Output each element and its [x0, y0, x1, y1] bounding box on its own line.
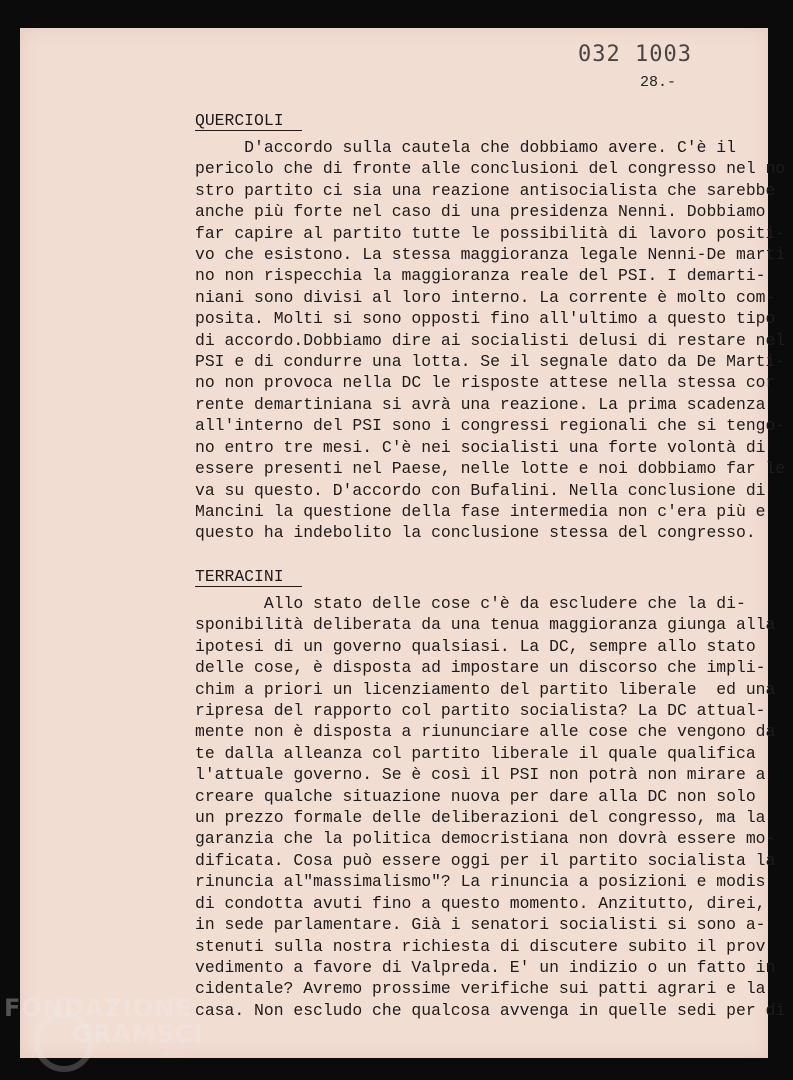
text-line: questo ha indebolito la conclusione stessa del congresso. — [195, 523, 756, 543]
text-line: casa. Non escludo che qualcosa avvenga in quelle sedi per di — [195, 1000, 786, 1020]
text-line: ipotesi di un governo qualsiasi. La DC, sempre allo stato — [195, 636, 756, 656]
text-line: in sede parlamentare. Già i senatori socialisti si sono a- — [195, 915, 766, 935]
text-line: garanzia che la politica democristiana non dovrà essere mo- — [195, 829, 776, 849]
text-line: dificata. Cosa può essere oggi per il partito socialista la — [195, 850, 776, 870]
text-line: essere presenti nel Paese, nelle lotte e noi dobbiamo far le — [195, 459, 786, 479]
text-line: no non provoca nella DC le risposte attese nella stessa cor — [195, 373, 776, 393]
text-line: ripresa del rapporto col partito socialista? La DC attual- — [195, 701, 766, 721]
text-line: stro partito ci sia una reazione antisocialista che sarebbe — [195, 180, 776, 200]
watermark-line2: GRAMSCI — [72, 1020, 204, 1048]
text-line: niani sono divisi al loro interno. La corrente è molto com- — [195, 287, 776, 307]
watermark-small: onlus — [164, 1050, 186, 1059]
text-line: far capire al partito tutte le possibilità di lavoro positi- — [195, 223, 786, 243]
text-line: rente demartiniana si avrà una reazione. La prima scadenza — [195, 394, 766, 414]
text-line: PSI e di condurre una lotta. Se il segnale dato da De Marti- — [195, 352, 786, 372]
text-line: D'accordo sulla cautela che dobbiamo avere. C'è il — [195, 138, 736, 157]
text-line: cidentale? Avremo prossime verifiche sui patti agrari e la — [195, 979, 766, 999]
text-line: un prezzo formale delle deliberazioni del congresso, ma la — [195, 808, 766, 828]
text-line: va su questo. D'accordo con Bufalini. Nella conclusione di — [195, 480, 766, 500]
text-line: no entro tre mesi. C'è nei socialisti una forte volontà di — [195, 437, 766, 457]
text-line: rinuncia al"massimalismo"? La rinuncia a posizioni e modis — [195, 872, 766, 892]
speech-text — [195, 593, 786, 1021]
archive-stamp-number: 032 1003 — [578, 42, 692, 67]
speaker-name: QUERCIOLI — [195, 111, 302, 131]
text-line: te dalla alleanza col partito liberale il quale qualifica — [195, 743, 756, 763]
speech-text — [195, 137, 786, 544]
text-line: vedimento a favore di Valpreda. E' un indizio o un fatto in — [195, 957, 776, 977]
watermark-line1: FONDAZIONE — [4, 994, 193, 1022]
text-line: l'attuale governo. Se è così il PSI non potrà non mirare a — [195, 765, 766, 785]
text-line: di condotta avuti fino a questo momento. Anzitutto, direi, — [195, 893, 766, 913]
speaker-section-quercioli — [195, 110, 786, 544]
text-line: vo che esistono. La stessa maggioranza legale Nenni-De marti — [195, 245, 786, 265]
text-line: creare qualche situazione nuova per dare alla DC non solo — [195, 786, 756, 806]
text-line: stenuti sulla nostra richiesta di discutere subito il prov — [195, 936, 766, 956]
text-line: di accordo.Dobbiamo dire ai socialisti delusi di restare nel — [195, 330, 786, 350]
text-line: all'interno del PSI sono i congressi regionali che si tengo- — [195, 416, 786, 436]
text-line: pericolo che di fronte alle conclusioni del congresso nel no — [195, 159, 786, 179]
fondazione-gramsci-watermark — [4, 990, 204, 1070]
text-line: Mancini la questione della fase intermedia non c'era più e — [195, 501, 766, 521]
text-line: chim a priori un licenziamento del partito liberale ed una — [195, 679, 776, 699]
text-line: anche più forte nel caso di una presidenza Nenni. Dobbiamo — [195, 202, 766, 222]
text-line: sponibilità deliberata da una tenua maggioranza giunga alla — [195, 615, 776, 635]
text-line: no non rispecchia la maggioranza reale del PSI. I demarti- — [195, 266, 766, 286]
text-line: posita. Molti si sono opposti fino all'ultimo a questo tipo — [195, 309, 776, 329]
text-line: delle cose, è disposta ad impostare un discorso che impli- — [195, 658, 766, 678]
text-line: Allo stato delle cose c'è da escludere che la di- — [195, 594, 746, 613]
speaker-section-terracini — [195, 566, 786, 1021]
speaker-name: TERRACINI — [195, 567, 302, 587]
page-number: 28.- — [640, 74, 677, 91]
text-line: mente non è disposta a riununciare alle cose che vengono da — [195, 722, 776, 742]
